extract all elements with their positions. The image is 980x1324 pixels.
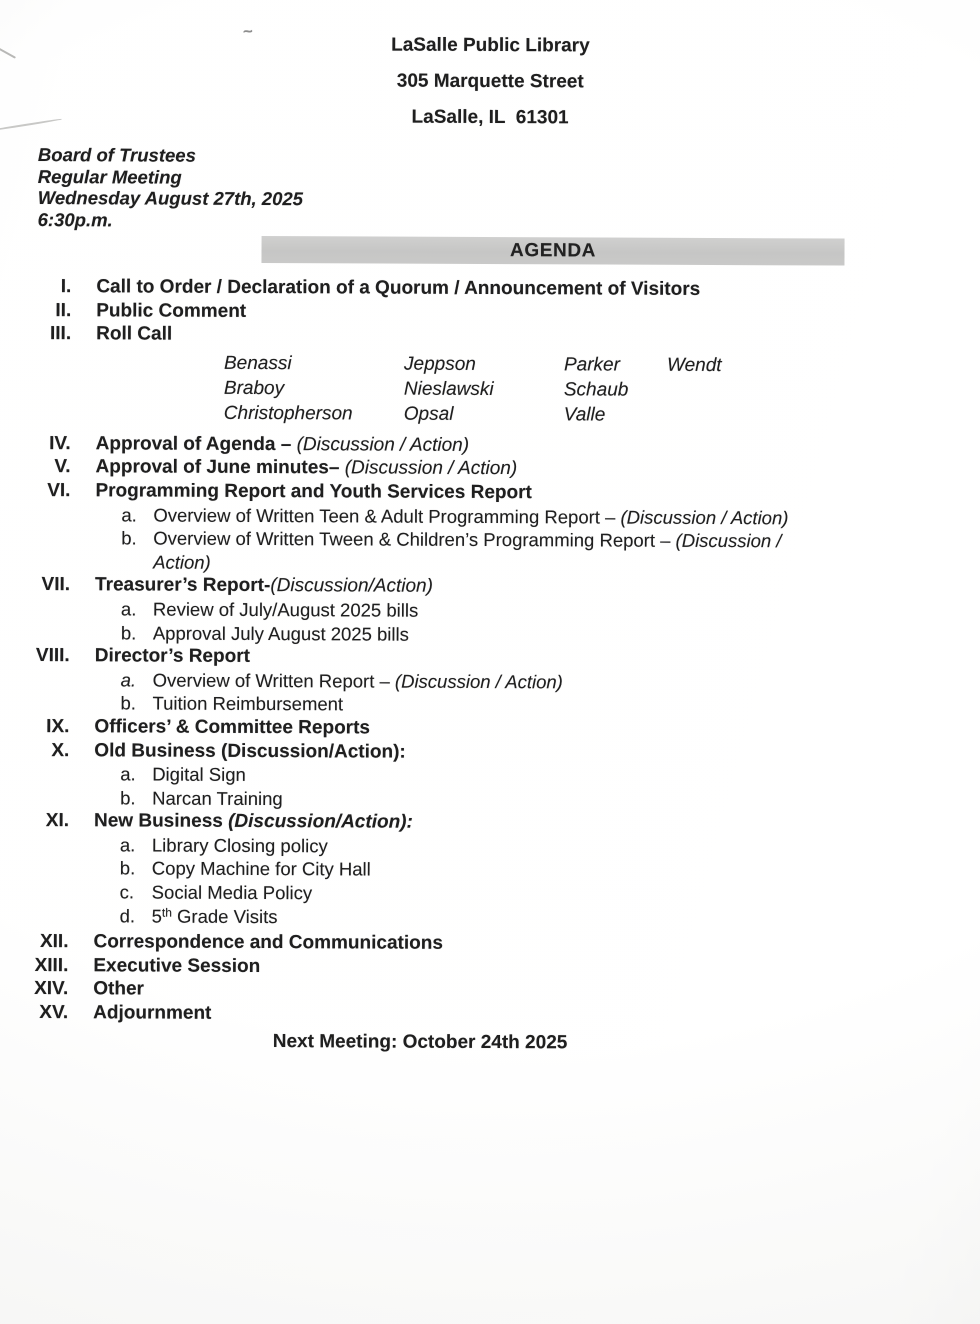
subitem-text-pre: 5 [151,905,162,927]
item-numeral: X. [51,739,70,761]
item-note: (Discussion/Action): [228,811,413,833]
subitem-text: Narcan Training [152,787,283,809]
subitem-letter: a. [120,598,137,620]
subitem-letter: a. [120,669,137,691]
subitem-text: Digital Sign [152,763,246,786]
item-note: (Discussion/Action) [270,575,434,598]
item-title: Other [93,978,145,1000]
meeting-time-line: 6:30p.m. [37,208,113,230]
item-numeral: XII. [39,931,69,953]
item-numeral: VII. [41,574,71,596]
subitem-text: Overview of Written Tween & Children’s Programming Report – [153,527,671,551]
subitem-text: Overview of Written Report – [152,669,390,692]
subitem-letter: b. [120,621,137,643]
next-meeting-line: Next Meeting: October 24th 2025 [272,1030,568,1053]
subitem-letter: a. [120,763,136,785]
agenda-item-executive-session [0,954,976,982]
item-title: Director’s Report [94,645,250,668]
subitem-text-superscript: th [161,905,172,920]
meeting-date-line: Wednesday August 27th, 2025 [37,187,304,210]
item-title: Approval of Agenda – [95,433,292,455]
item-title: Old Business (Discussion/Action): [94,739,406,763]
subitem-note-wrap: Action) [153,551,211,573]
agenda-item-directors-report [0,644,978,719]
subitem-list [121,503,978,578]
agenda-list [0,275,979,1029]
subitem-letter: b. [119,857,136,879]
subitem-list [121,597,978,648]
roll-call-name: Valle [563,404,606,426]
agenda-item-roll-call [0,322,979,429]
roll-call-name: Opsal [403,403,454,425]
roll-call-column [564,352,667,427]
item-numeral: VIII. [35,645,70,667]
item-title: Approval of June minutes– [95,456,340,479]
subitem-list [120,668,977,719]
subitem-note: (Discussion / Action) [394,670,563,693]
subitem-letter: d. [119,905,136,927]
subitem-letter: b. [120,692,137,714]
item-title: Public Comment [96,299,247,322]
agenda-item-adjournment [0,1001,976,1029]
item-numeral: I. [60,276,72,298]
item-numeral: IV. [49,432,71,454]
subitem-text: Overview of Written Teen & Adult Programming Report – [153,504,616,528]
meeting-body-line: Board of Trustees [37,144,196,166]
item-title: Call to Order / Declaration of a Quorum / Announcement of Visitors [96,276,701,300]
item-numeral: XV. [39,1002,69,1024]
agenda-item-programming-report [0,479,979,578]
item-title: Correspondence and Communications [93,931,443,955]
item-numeral: V. [54,456,71,478]
agenda-subitem-tween-children-report [121,527,978,578]
agenda-item-new-business [0,809,977,934]
subitem-list [120,833,977,934]
meeting-info [38,144,980,234]
subitem-text: Social Media Policy [151,881,313,904]
item-title: Adjournment [93,1002,212,1024]
subitem-text: Copy Machine for City Hall [151,858,371,880]
item-numeral: II. [55,299,72,321]
item-numeral: VI. [47,480,71,502]
item-title: New Business [93,810,223,833]
city-state-zip-line: LaSalle, IL 61301 [411,106,569,129]
agenda-item-treasurers-report [0,573,978,648]
roll-call-name: Parker [563,354,621,376]
item-title: Officers’ & Committee Reports [94,716,371,739]
item-title: Roll Call [96,323,173,345]
roll-call-name: Nieslawski [403,378,494,400]
roll-call-name: Schaub [563,379,629,401]
item-title: Programming Report and Youth Services Report [95,480,532,504]
org-name-line: LaSalle Public Library [391,34,590,57]
agenda-banner-label: AGENDA [510,240,597,262]
agenda-banner [261,236,844,266]
meeting-type-line: Regular Meeting [37,165,182,188]
agenda-subitem-5th-grade-visits [120,904,977,934]
item-numeral: III. [49,323,72,345]
subitem-letter: b. [121,527,137,549]
subitem-letter: b. [120,787,136,809]
item-numeral: XIII. [34,954,69,977]
subitem-list [120,762,977,813]
roll-call-name: Jeppson [403,353,476,375]
subitem-text-post: Grade Visits [171,905,278,927]
subitem-letter: a. [119,834,136,856]
subitem-text: Library Closing policy [151,834,328,857]
roll-call-name: Benassi [223,352,292,374]
street-line: 305 Marquette Street [396,70,584,93]
roll-call-column [404,351,564,427]
item-title: Treasurer’s Report- [95,574,271,597]
roll-call-name: Christopherson [223,402,353,425]
item-title: Executive Session [93,955,261,977]
roll-call-column [667,353,722,428]
item-numeral: IX. [46,715,70,738]
roll-call-name: Wendt [666,354,722,376]
item-note: (Discussion / Action) [344,457,518,480]
subitem-text: Tuition Reimbursement [152,692,344,715]
scan-artifact-tilde: ~ [241,21,254,42]
subitem-letter: c. [119,881,135,903]
subitem-note: (Discussion / [675,529,782,552]
doc-header [0,0,980,138]
subitem-note: (Discussion / Action) [620,506,789,528]
roll-call-name: Braboy [223,377,285,399]
item-numeral: XIV. [34,978,69,1000]
agenda-item-old-business [0,738,977,813]
subitem-text: Approval July August 2025 bills [152,622,409,645]
item-note: (Discussion / Action) [296,433,470,456]
roll-call-column [224,351,404,427]
roll-call-grid [224,351,979,429]
subitem-text: Review of July/August 2025 bills [152,598,419,621]
item-numeral: XI. [45,810,70,832]
subitem-letter: a. [121,503,137,526]
